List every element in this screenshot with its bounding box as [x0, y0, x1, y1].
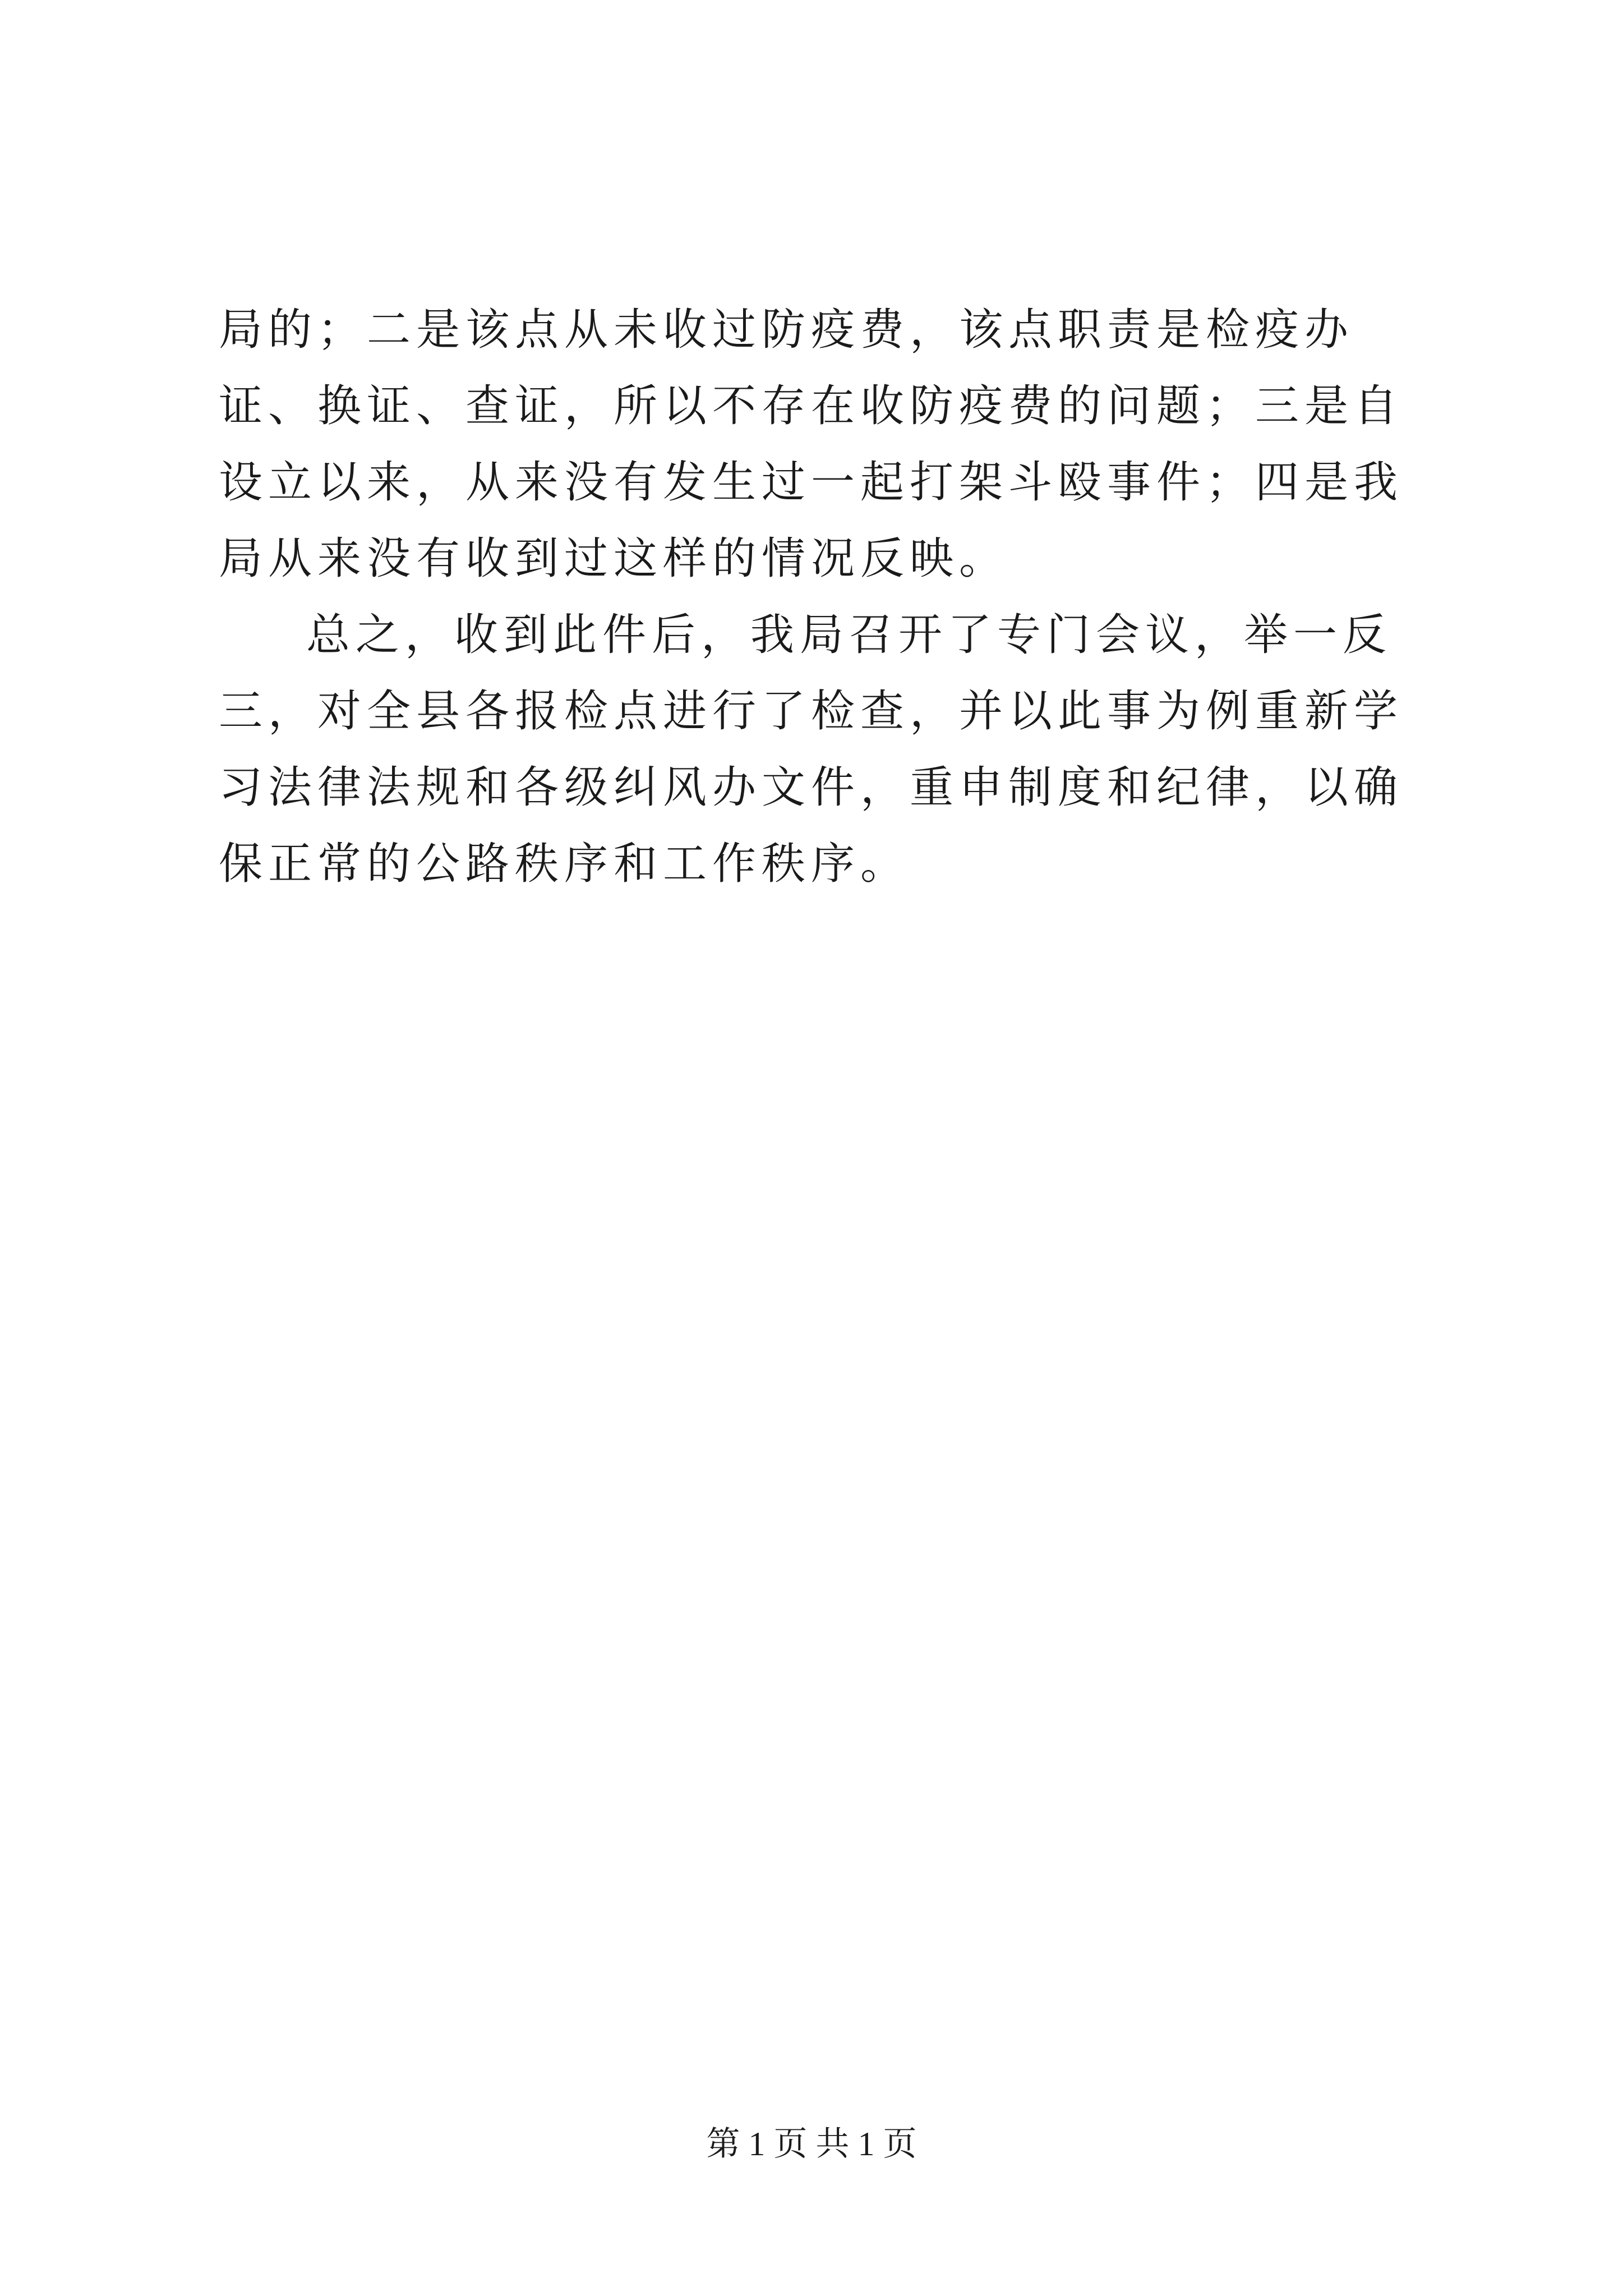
paragraph-continuation: 局的；二是该点从未收过防疫费，该点职责是检疫办证、换证、查证，所以不存在收防疫费的问题；三是自设立以来，从来没有发生过一起打架斗殴事件；四是我局从来没有收到过这样的情况反映。 — [219, 305, 1404, 584]
paragraph-conclusion: 总之，收到此件后，我局召开了专门会议，举一反三，对全县各报检点进行了检查，并以此事为例重新学习法律法规和各级纠风办文件，重申制度和纪律，以确保正常的公路秩序和工作秩序。 — [219, 610, 1404, 889]
document-body — [219, 292, 1430, 902]
page-number-footer: 第 1 页 共 1 页 — [706, 2125, 917, 2162]
